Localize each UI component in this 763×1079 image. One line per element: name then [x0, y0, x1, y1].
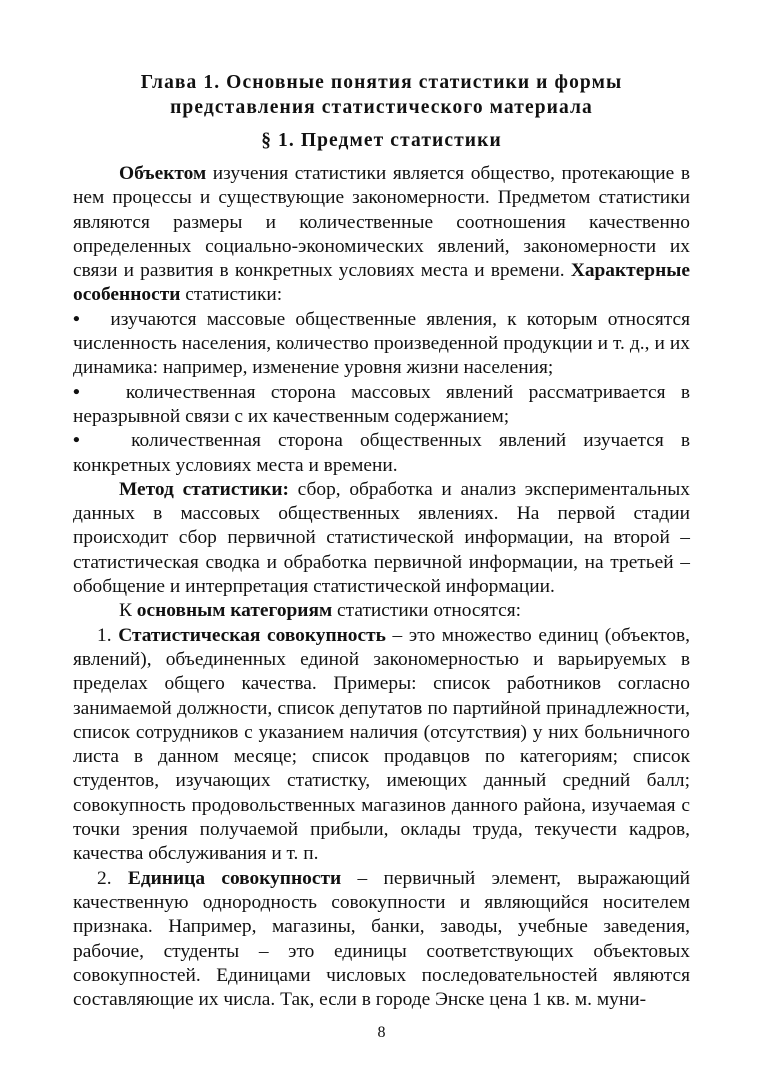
section-title: § 1. Предмет статистики: [261, 130, 502, 151]
chapter-title-line2: представления статистического материала: [170, 97, 593, 118]
bullet-text: изучаются массовые общественные явления, к которым относятся численность населения, количество произведенной продукции и т. д., и их динамика: например, изменение уровня жизни населения;: [73, 308, 691, 379]
intro-text-2: статистики:: [180, 284, 283, 306]
numbered-item: [73, 624, 690, 867]
chapter-title-line1: Глава 1. Основные понятия статистики и формы: [140, 72, 623, 93]
bullet-item: [73, 308, 690, 381]
chapter-title: [73, 70, 690, 120]
item-term: Единица совокупности: [127, 867, 342, 889]
item-text: – это множество единиц (объектов, явлений), объединенных единой закономерностью и варьируемых в пределах общего качества. Примеры: список работников согласно занимаемой должности, список депутатов по партийной принадлежности, список сотрудников с указанием наличия (отсутствия) у них больничного листа в данном месяце; список продавцов по категориям; список студентов, изучающих статистку, имеющих данный средний балл; совокупность продовольственных магазинов данного района, изучаемая с точки зрения получаемой прибыли, оклады труда, текучести кадров, качества обслуживания и т. п.: [73, 624, 690, 865]
page-content: [73, 70, 690, 1012]
bullet-item: [73, 429, 690, 478]
bullet-marker: •: [73, 381, 80, 403]
page-number: 8: [377, 1024, 386, 1041]
method-paragraph: [73, 478, 690, 599]
method-text: сбор, обработка и анализ экспериментальных данных в массовых общественных явлениях. На первой стадии происходит сбор первичной статистической информации, на второй – статистическая сводка и обработка первичной информации, на третьей – обобщение и интерпретация статистической информации.: [73, 478, 690, 598]
intro-bold-features: Характерные особенности: [73, 260, 690, 306]
categories-prefix: К: [119, 600, 137, 622]
bullet-marker: •: [73, 430, 80, 452]
intro-paragraph: [73, 162, 690, 308]
categories-bold: основным категориям: [136, 600, 333, 622]
bullet-text: количественная сторона массовых явлений рассматривается в неразрывной связи с их качественным содержанием;: [73, 381, 690, 427]
bullet-text: количественная сторона общественных явлений изучается в конкретных условиях места и времени.: [73, 430, 690, 476]
bullet-item: [73, 381, 690, 430]
item-number: 1.: [97, 624, 119, 646]
categories-paragraph: [73, 599, 690, 623]
intro-text-1: изучения статистики является общество, протекающие в нем процессы и существующие закономерности. Предметом статистики являются размеры и количественные соотношения качественно определенных социально-экономических явлений, закономерности их связи и развития в конкретных условиях места и времени.: [73, 163, 690, 282]
item-number: 2.: [97, 867, 128, 889]
bullet-marker: •: [73, 308, 80, 330]
item-term: Статистическая совокупность: [118, 624, 386, 646]
categories-suffix: статистики относятся:: [332, 600, 522, 622]
intro-bold-object: Объектом: [119, 163, 207, 184]
numbered-item: [73, 867, 690, 1013]
method-bold: Метод статистики:: [119, 478, 289, 500]
item-text: – первичный элемент, выражающий качественную однородность совокупности и являющийся носителем признака. Например, магазины, банки, заводы, учебные заведения, рабочие, студенты – это единицы соответствующих объектовых совокупностей. Единицами числовых последовательностей являются составляющие их числа. Так, если в городе Энске цена 1 кв. м. муни-: [73, 867, 690, 1011]
